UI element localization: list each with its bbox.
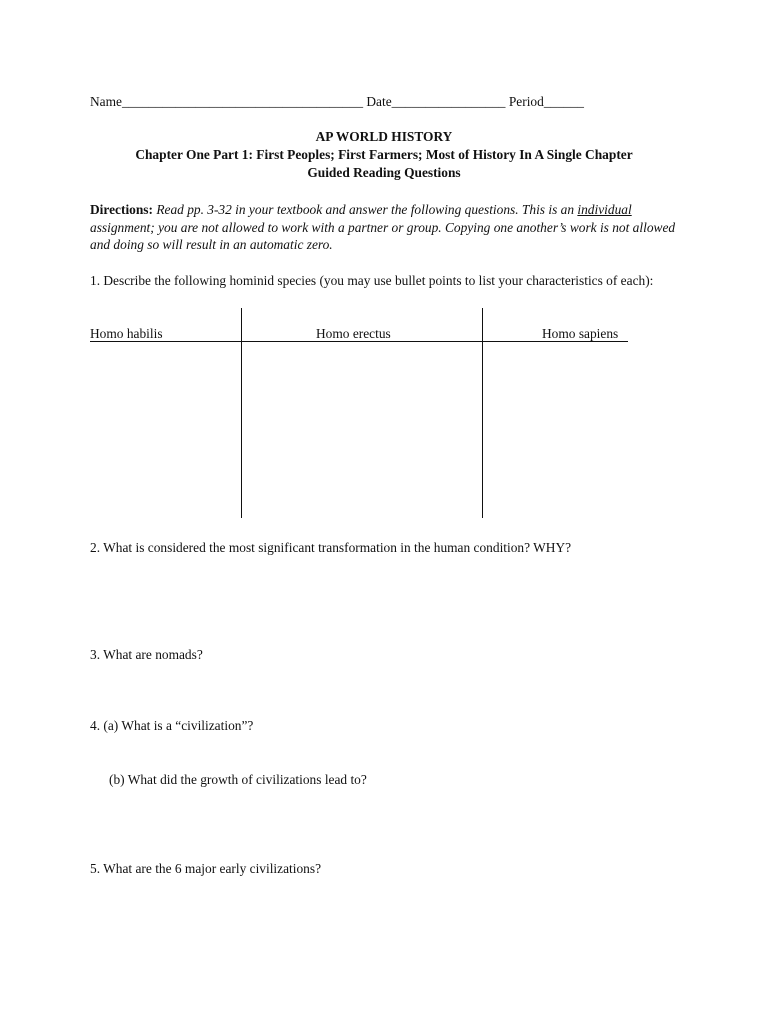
table-divider-1 [241, 308, 242, 518]
table-divider-2 [482, 308, 483, 518]
directions-text-2: assignment; you are not allowed to work with a partner or group. Copying one another’s work is not allowed and doing so will result in an automatic zero. [90, 219, 676, 252]
column-homo-sapiens: Homo sapiens [542, 326, 619, 341]
directions-text-1: Read pp. 3-32 in your textbook and answer the following questions. This is an [152, 202, 578, 217]
period-blank[interactable]: ______ [543, 94, 584, 109]
directions-emphasis: individual [577, 202, 632, 217]
date-label: Date [366, 94, 392, 109]
question-3: 3. What are nomads? [90, 647, 203, 662]
directions-label: Directions: [90, 202, 153, 217]
question-5: 5. What are the 6 major early civilizations? [90, 861, 322, 876]
column-homo-habilis: Homo habilis [90, 326, 163, 341]
course-title: AP WORLD HISTORY [315, 129, 453, 144]
question-2: 2. What is considered the most significant transformation in the human condition? WHY? [90, 540, 572, 555]
date-blank[interactable]: _________________ [391, 94, 506, 109]
directions-paragraph [90, 201, 680, 254]
question-1: 1. Describe the following hominid species (you may use bullet points to list your characteristics of each): [90, 273, 654, 288]
period-label: Period [508, 94, 544, 109]
worksheet-subtitle: Guided Reading Questions [307, 165, 461, 180]
question-4a: 4. (a) What is a “civilization”? [90, 718, 254, 733]
student-info-line [90, 94, 584, 110]
name-blank[interactable]: ____________________________________ [121, 94, 364, 109]
column-homo-erectus: Homo erectus [316, 326, 391, 341]
question-4b: (b) What did the growth of civilizations lead to? [109, 772, 367, 787]
name-label: Name [90, 94, 122, 109]
chapter-title: Chapter One Part 1: First Peoples; First Farmers; Most of History In A Single Chapter [135, 147, 633, 162]
